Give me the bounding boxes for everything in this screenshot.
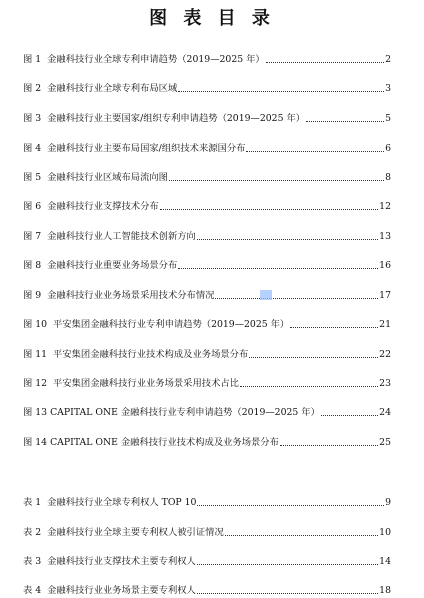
toc-entry-figure-5[interactable]	[23, 170, 391, 184]
entry-number: 表 1	[23, 497, 42, 508]
toc-entry-figure-10[interactable]	[23, 317, 391, 331]
dot-leader	[197, 505, 384, 506]
toc-entry-figure-8[interactable]	[23, 258, 391, 272]
page-title: 图 表 目 录	[149, 8, 275, 29]
entry-page-number: 8	[385, 172, 391, 183]
toc-entry-table-4[interactable]	[23, 583, 391, 597]
dot-leader	[178, 91, 384, 92]
entry-title: 金融科技行业全球专利权人 TOP 10	[47, 497, 197, 508]
entry-page-number: 10	[379, 527, 391, 538]
entry-title: 平安集团金融科技行业业务场景采用技术占比	[53, 378, 239, 389]
entry-title: CAPITAL ONE 金融科技行业专利申请趋势（2019—2025 年）	[50, 407, 320, 418]
entry-number: 表 4	[23, 585, 42, 596]
entry-page-number: 21	[379, 319, 391, 330]
entry-label	[23, 290, 214, 302]
entry-label	[23, 143, 245, 155]
entry-label	[23, 437, 279, 449]
entry-label	[23, 54, 265, 66]
toc-entry-figure-14[interactable]	[23, 435, 391, 449]
dot-leader	[306, 121, 384, 122]
entry-page-number: 2	[385, 54, 391, 65]
entry-label	[23, 497, 196, 509]
entry-page-number: 17	[379, 290, 391, 301]
text-selection-highlight	[260, 290, 272, 300]
dot-leader	[197, 593, 378, 594]
entry-page-number: 9	[385, 497, 391, 508]
entry-label	[23, 201, 159, 213]
toc-entry-figure-11[interactable]	[23, 347, 391, 361]
entry-page-number: 3	[385, 83, 391, 94]
entry-label	[23, 349, 248, 361]
entry-number: 图 11	[23, 349, 48, 360]
entry-title: 金融科技行业人工智能技术创新方向	[47, 231, 196, 242]
dot-leader	[215, 298, 378, 299]
entry-title: 金融科技行业全球主要专利权人被引证情况	[47, 527, 224, 538]
entry-page-number: 12	[379, 201, 391, 212]
entry-number: 图 9	[23, 290, 42, 301]
entry-label	[23, 319, 289, 331]
entry-page-number: 22	[379, 349, 391, 360]
dot-leader	[160, 209, 378, 210]
toc-entry-figure-6[interactable]	[23, 199, 391, 213]
entry-number: 图 12	[23, 378, 48, 389]
entry-title: 金融科技行业支撑技术主要专利权人	[47, 556, 196, 567]
entry-number: 图 10	[23, 319, 48, 330]
entry-label	[23, 527, 224, 539]
entry-page-number: 18	[379, 585, 391, 596]
entry-title: 金融科技行业主要布局国家/组织技术来源国分布	[47, 143, 246, 154]
dot-leader	[321, 415, 378, 416]
entry-title: 金融科技行业支撑技术分布	[47, 201, 159, 212]
toc-entry-figure-2[interactable]	[23, 81, 391, 95]
toc-entry-figure-1[interactable]	[23, 52, 391, 66]
dot-leader	[266, 62, 384, 63]
dot-leader	[246, 151, 384, 152]
toc-entry-figure-3[interactable]	[23, 111, 391, 125]
entry-page-number: 5	[385, 113, 391, 124]
entry-title: 金融科技行业全球专利布局区域	[47, 83, 178, 94]
entry-page-number: 23	[379, 378, 391, 389]
toc-entry-figure-12[interactable]	[23, 376, 391, 390]
dot-leader	[249, 357, 378, 358]
toc-entry-figure-7[interactable]	[23, 229, 391, 243]
entry-page-number: 6	[385, 143, 391, 154]
entry-label	[23, 231, 196, 243]
dot-leader	[197, 564, 378, 565]
entry-number: 图 14	[23, 437, 48, 448]
entry-label	[23, 556, 196, 568]
dot-leader	[280, 445, 378, 446]
entry-number: 图 13	[23, 407, 48, 418]
entry-page-number: 25	[379, 437, 391, 448]
entry-number: 表 2	[23, 527, 42, 538]
entry-title: 金融科技行业业务场景采用技术分布情况	[47, 290, 215, 301]
entry-page-number: 13	[379, 231, 391, 242]
toc-entry-table-3[interactable]	[23, 554, 391, 568]
entry-label	[23, 83, 177, 95]
entry-title: 平安集团金融科技行业专利申请趋势（2019—2025 年）	[53, 319, 290, 330]
dot-leader	[169, 180, 384, 181]
entry-label	[23, 260, 177, 272]
toc-entry-figure-9[interactable]	[23, 288, 391, 302]
entry-label	[23, 378, 239, 390]
entry-number: 图 3	[23, 113, 42, 124]
toc-entry-figure-13[interactable]	[23, 405, 391, 419]
entry-title: 金融科技行业区域布局流向图	[47, 172, 168, 183]
entry-label	[23, 407, 320, 419]
dot-leader	[197, 239, 378, 240]
entry-number: 图 2	[23, 83, 42, 94]
entry-title: 金融科技行业业务场景主要专利权人	[47, 585, 196, 596]
dot-leader	[290, 327, 378, 328]
toc-entry-table-1[interactable]	[23, 495, 391, 509]
entry-number: 图 6	[23, 201, 42, 212]
entry-number: 图 5	[23, 172, 42, 183]
entry-number: 表 3	[23, 556, 42, 567]
entry-page-number: 14	[379, 556, 391, 567]
entry-title: CAPITAL ONE 金融科技行业技术构成及业务场景分布	[50, 437, 279, 448]
entry-page-number: 16	[379, 260, 391, 271]
toc-entry-table-2[interactable]	[23, 525, 391, 539]
entry-number: 图 4	[23, 143, 42, 154]
dot-leader	[240, 386, 378, 387]
entry-number: 图 7	[23, 231, 42, 242]
entry-page-number: 24	[379, 407, 391, 418]
dot-leader	[178, 268, 378, 269]
entry-label	[23, 585, 196, 597]
entry-label	[23, 113, 305, 125]
entry-title: 金融科技行业全球专利申请趋势（2019—2025 年）	[47, 54, 265, 65]
entry-label	[23, 172, 168, 184]
entry-title: 金融科技行业主要国家/组织专利申请趋势（2019—2025 年）	[47, 113, 306, 124]
entry-title: 金融科技行业重要业务场景分布	[47, 260, 178, 271]
entry-number: 图 8	[23, 260, 42, 271]
entry-number: 图 1	[23, 54, 42, 65]
dot-leader	[225, 535, 378, 536]
entry-title: 平安集团金融科技行业技术构成及业务场景分布	[53, 349, 249, 360]
toc-entry-figure-4[interactable]	[23, 141, 391, 155]
